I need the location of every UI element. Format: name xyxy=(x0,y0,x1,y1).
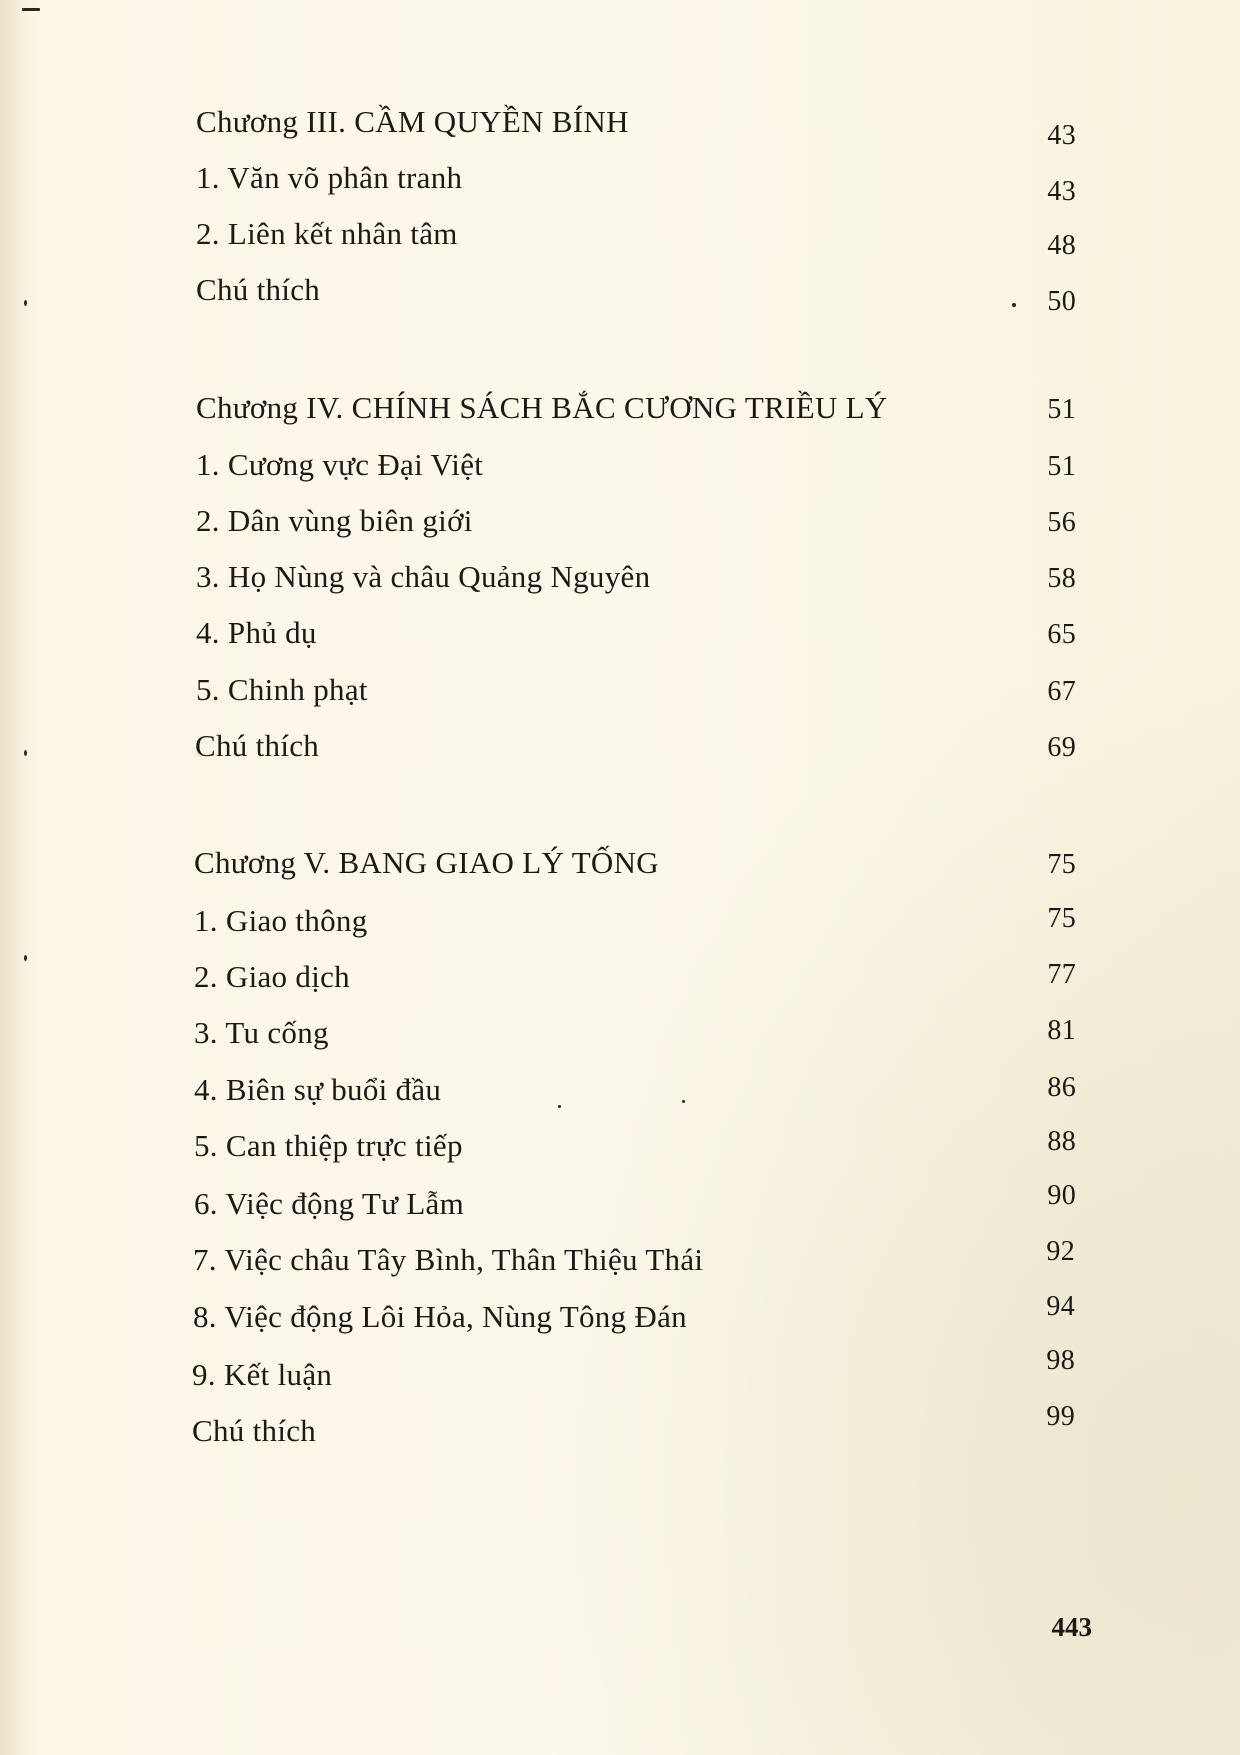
toc-entry-title: 1. Cương vực Đại Việt xyxy=(196,447,484,482)
toc-chapter-4-page: 51 xyxy=(1047,394,1076,425)
toc-entry-title: 2. Giao dịch xyxy=(194,959,350,994)
toc-entry-title: 1. Giao thông xyxy=(194,903,368,938)
toc-entry xyxy=(193,1236,1075,1282)
toc-entry xyxy=(194,1180,1076,1226)
page-left-edge xyxy=(0,0,22,1755)
toc-entry-page: 88 xyxy=(1047,1126,1076,1157)
toc-entry-page: 48 xyxy=(1047,230,1076,261)
toc-entry-page: 90 xyxy=(1047,1180,1076,1211)
toc-entry xyxy=(196,447,1076,487)
toc-entry xyxy=(194,1015,1074,1055)
toc-entry xyxy=(196,272,1076,317)
print-speck xyxy=(558,1105,561,1108)
toc-entry xyxy=(192,1345,1075,1397)
toc-entry-page: 43 xyxy=(1047,176,1076,207)
toc-entry xyxy=(194,1128,1074,1168)
toc-chapter-4-title: Chương IV. CHÍNH SÁCH BẮC CƯƠNG TRIỀU LÝ xyxy=(196,390,888,425)
toc-entry xyxy=(196,216,1076,261)
toc-entry-page: 92 xyxy=(1046,1236,1075,1267)
toc-entry-title: 1. Văn võ phân tranh xyxy=(196,160,463,195)
toc-entry xyxy=(192,1401,1075,1453)
toc-entry xyxy=(193,1291,1075,1339)
toc-chapter-3 xyxy=(196,104,1076,151)
toc-entry xyxy=(196,559,1076,599)
toc-entry-page: 81 xyxy=(1047,1015,1076,1046)
toc-entry-page: 58 xyxy=(1047,563,1076,594)
toc-entry xyxy=(196,615,1076,655)
toc-entry-page: 98 xyxy=(1046,1345,1075,1376)
toc-entry-title: 7. Việc châu Tây Bình, Thân Thiệu Thái xyxy=(193,1242,704,1277)
toc-entry-title: 3. Họ Nùng và châu Quảng Nguyên xyxy=(196,559,651,594)
toc-entry-title: Chú thích xyxy=(195,728,320,763)
toc-entry xyxy=(196,672,1076,712)
toc-entry-title: 6. Việc động Tư Lẫm xyxy=(194,1186,465,1221)
toc-entry-page: 99 xyxy=(1046,1401,1075,1432)
toc-chapter-3-title: Chương III. CẦM QUYỀN BÍNH xyxy=(196,104,629,139)
print-speck xyxy=(1012,303,1016,307)
toc-chapter-5 xyxy=(194,845,1074,885)
toc-entry xyxy=(195,728,1075,768)
toc-entry-title: 2. Liên kết nhân tâm xyxy=(196,216,458,251)
toc-entry-title: 5. Can thiệp trực tiếp xyxy=(194,1128,463,1163)
toc-entry-page: 75 xyxy=(1047,903,1076,934)
print-speck xyxy=(682,1100,685,1103)
toc-chapter-5-page: 75 xyxy=(1047,849,1076,880)
toc-entry xyxy=(194,959,1074,999)
toc-entry-page: 50 xyxy=(1047,286,1076,317)
toc-chapter-4 xyxy=(196,390,1076,430)
print-speck xyxy=(24,750,27,756)
toc-entry-page: 65 xyxy=(1047,619,1076,650)
print-speck xyxy=(24,955,27,961)
print-speck xyxy=(22,8,40,11)
toc-entry-title: 2. Dân vùng biên giới xyxy=(196,503,473,538)
print-speck xyxy=(24,300,27,306)
toc-entry-title: Chú thích xyxy=(196,272,321,307)
toc-entry-title: Chú thích xyxy=(192,1413,317,1448)
toc-entry-title: 5. Chinh phạt xyxy=(196,672,368,707)
toc-entry-page: 77 xyxy=(1047,959,1076,990)
toc-entry xyxy=(196,503,1076,543)
page-number: 443 xyxy=(1051,1612,1092,1642)
toc-entry-title: 3. Tu cống xyxy=(194,1015,329,1050)
toc-entry xyxy=(194,1072,1074,1112)
toc-entry-title: 4. Biên sự buổi đầu xyxy=(194,1072,442,1107)
toc-entry xyxy=(194,903,1074,943)
toc-entry-page: 69 xyxy=(1047,732,1076,763)
toc-entry-title: 4. Phủ dụ xyxy=(196,615,317,650)
toc-entry xyxy=(196,160,1076,207)
toc-entry-title: 9. Kết luận xyxy=(192,1357,333,1392)
toc-entry-page: 51 xyxy=(1047,451,1076,482)
toc-chapter-5-title: Chương V. BANG GIAO LÝ TỐNG xyxy=(194,845,659,880)
toc-entry-title: 8. Việc động Lôi Hỏa, Nùng Tông Đán xyxy=(193,1299,687,1334)
toc-entry-page: 67 xyxy=(1047,676,1076,707)
toc-entry-page: 94 xyxy=(1046,1291,1075,1322)
toc-chapter-3-page: 43 xyxy=(1047,120,1076,151)
toc-entry-page: 56 xyxy=(1047,507,1076,538)
toc-entry-page: 86 xyxy=(1047,1072,1076,1103)
